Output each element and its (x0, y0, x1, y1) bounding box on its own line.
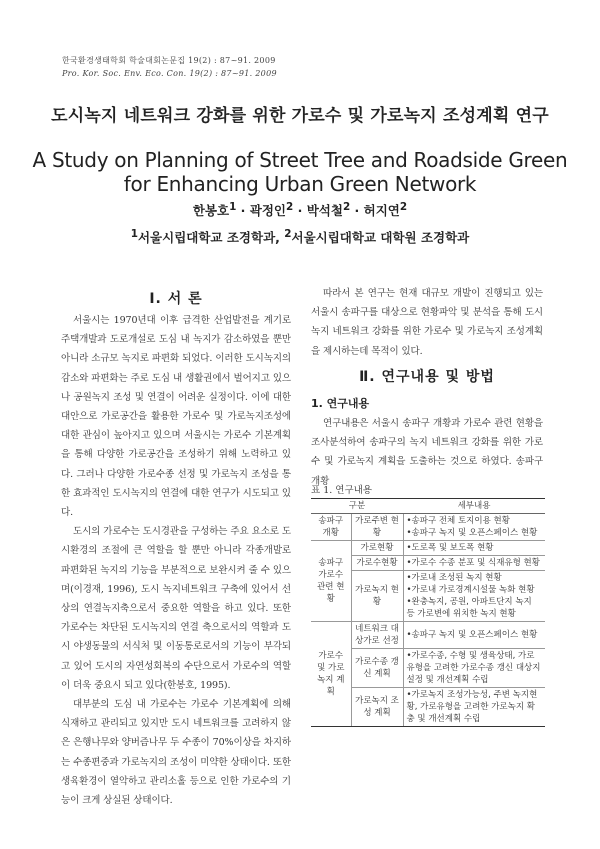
table-subcategory: 가로수종 갱신 계획 (351, 649, 403, 688)
paper-title-english-line2: for Enhancing Urban Green Network (123, 172, 477, 196)
journal-citation-ko: 한국환경생태학회 학술대회논문집 19(2) : 87~91. 2009 (62, 56, 276, 65)
table-subcategory: 가로녹지 현황 (351, 571, 403, 622)
table-subcategory: 가로현황 (351, 541, 403, 556)
table-subcategory: 가로녹지 조성 계획 (351, 688, 403, 727)
section-heading-introduction: Ⅰ. 서 론 (149, 291, 203, 307)
journal-citation-en: Pro. Kor. Soc. Env. Eco. Con. 19(2) : 87~91. 2009 (62, 69, 277, 78)
table-bullet: •도로폭 및 보도폭 현황 (406, 543, 494, 553)
table-category: 가로수 및 가로 녹지 계획 (311, 622, 351, 727)
table-detail-cell (403, 688, 545, 727)
body-paragraph: 도시의 가로수는 도시경관을 구성하는 주요 요소로 도시환경의 조절에 큰 역할을 할 뿐만 아니라 각종개발로 파편화된 녹지의 기능을 부분적으로 보완시켜 줄 수 있으며(이경재, 1996), 도시 녹지네트워크 구축에 있어서 선상의 연결녹지축으로서 중요한 역할을 하고 있다. 또한 가로수는 차단된 도시녹지의 연결 축으로서의 역할과 도시 야생동물의 서식처 및 이동통로로서의 기능이 부각되고 있어 도시의 자연성회복의 수단으로서 가로수의 역할이 더욱 중요시 되고 있다(한봉호, 1995). (61, 526, 291, 691)
author: 한봉호$^1$ (192, 201, 237, 219)
table-detail-cell (403, 622, 545, 649)
table-caption: 표 1. 연구내용 (311, 485, 372, 496)
table-bullet: •가로수 수종 분포 및 식재유형 현황 (406, 558, 540, 568)
table-bullet: •송파구 전체 토지이용 현황 (406, 516, 510, 526)
table-detail-cell (403, 556, 545, 571)
author-list: 한봉호$^1$ · 곽정인$^2$ · 박석철$^2$ · 허지연$^2$ (192, 201, 408, 219)
table-header: 세부내용 (403, 499, 545, 514)
paper-title-english-line1: A Study on Planning of Street Tree and Roadside Green (32, 148, 568, 172)
table-bullet: •가로녹지 조성가능성, 주변 녹지현황, 가로유형을 고려한 가로녹지 확충 및 개선계획 수립 (406, 690, 538, 724)
body-paragraph: 서울시는 1970년대 이후 급격한 산업발전을 계기로 주택개발과 도로개설로 도심 내 녹지가 감소하였을 뿐만 아니라 소규모 녹지로 파편화 되었다. 이러한 도시녹지의 감소와 파편화는 주로 도심 내 생활권에서 벌어지고 있으나 공원녹지 조성 및 연결이 어려운 실정이다. 이에 대한 대안으로 가로공간을 활용한 가로수 및 가로녹지조성에 대한 관심이 높아지고 있으며 서울시는 가로수 기본계획을 통해 다양한 가로공간을 조성하기 위해 노력하고 있다. 그러나 다양한 가로수종 선정 및 가로녹지 조성을 통한 효과적인 도시녹지의 연결에 대한 연구가 시도되고 있다. (61, 315, 291, 519)
table-bullet: •송파구 녹지 및 오픈스페이스 현황 (406, 630, 538, 640)
affiliation: 서울시립대학교 조경학과, (137, 230, 285, 246)
methods-body (311, 414, 543, 491)
table-bullet: •송파구 녹지 및 오픈스페이스 현황 (406, 528, 538, 538)
table-detail-cell (403, 649, 545, 688)
table-header: 구분 (311, 499, 403, 514)
table-category: 송파구 가로수 관련 현황 (311, 541, 351, 622)
table-subcategory: 네트워크 대상가로 선정 (351, 622, 403, 649)
affiliation-line: $^1$서울시립대학교 조경학과, $^2$서울시립대학교 대학원 조경학과 (130, 228, 470, 246)
subsection-heading-research-content: 1. 연구내용 (311, 397, 370, 410)
table-subcategory: 가로주변 현황 (351, 514, 403, 541)
research-content-table (311, 498, 545, 727)
table-bullet: •가로수종, 수형 및 생육상태, 가로유형을 고려한 가로수종 갱신 대상지 설정 및 개선계획 수립 (406, 651, 541, 685)
body-paragraph: 따라서 본 연구는 현재 대규모 개발이 진행되고 있는 서울시 송파구를 대상으로 현황파악 및 분석을 통해 도시녹지 네트워크 강화를 위한 가로수 및 가로녹지 조성계획을 제시하는데 목적이 있다. (311, 288, 543, 357)
table-detail-cell (403, 571, 545, 622)
table-category: 송파구 개황 (311, 514, 351, 541)
table-detail-cell (403, 541, 545, 556)
author: 허지연$^2$ (363, 201, 408, 219)
table-subcategory: 가로수현황 (351, 556, 403, 571)
table-bullet: •가로내 가로경계시설물 녹화 현황 (406, 585, 535, 595)
section-heading-methods: Ⅱ. 연구내용 및 방법 (359, 369, 495, 385)
paper-title-korean: 도시녹지 네트워크 강화를 위한 가로수 및 가로녹지 조성계획 연구 (51, 106, 549, 126)
author: 곽정인$^2$ (249, 201, 294, 219)
affiliation: 서울시립대학교 대학원 조경학과 (291, 230, 470, 246)
introduction-continued (311, 284, 543, 361)
body-paragraph: 연구내용은 서울시 송파구 개황과 가로수 관련 현황을 조사분석하여 송파구의 녹지 네트워크 강화를 위한 가로수 및 가로녹지 계획을 도출하는 것으로 하였다. 송파구 개황 (311, 418, 543, 487)
table-bullet: •완충녹지, 공원, 아파트단지 녹지 등 가로변에 위치한 녹지 현황 (406, 597, 532, 619)
body-paragraph: 대부분의 도심 내 가로수는 가로수 기본계획에 의해 식재하고 관리되고 있지만 도시 네트워크를 고려하지 않은 은행나무와 양버즘나무 두 수종이 70%이상을 차지하는 수종편중과 가로녹지의 조성이 미약한 상태이다. 또한 생육환경이 열악하고 관리소홀 등으로 인한 가로수의 기능이 크게 상실된 상태이다. (61, 699, 291, 807)
introduction-body (61, 311, 291, 810)
author: 박석철$^2$ (306, 201, 351, 219)
table-bullet: •가로내 조성된 녹지 현황 (406, 573, 502, 583)
table-detail-cell (403, 514, 545, 541)
